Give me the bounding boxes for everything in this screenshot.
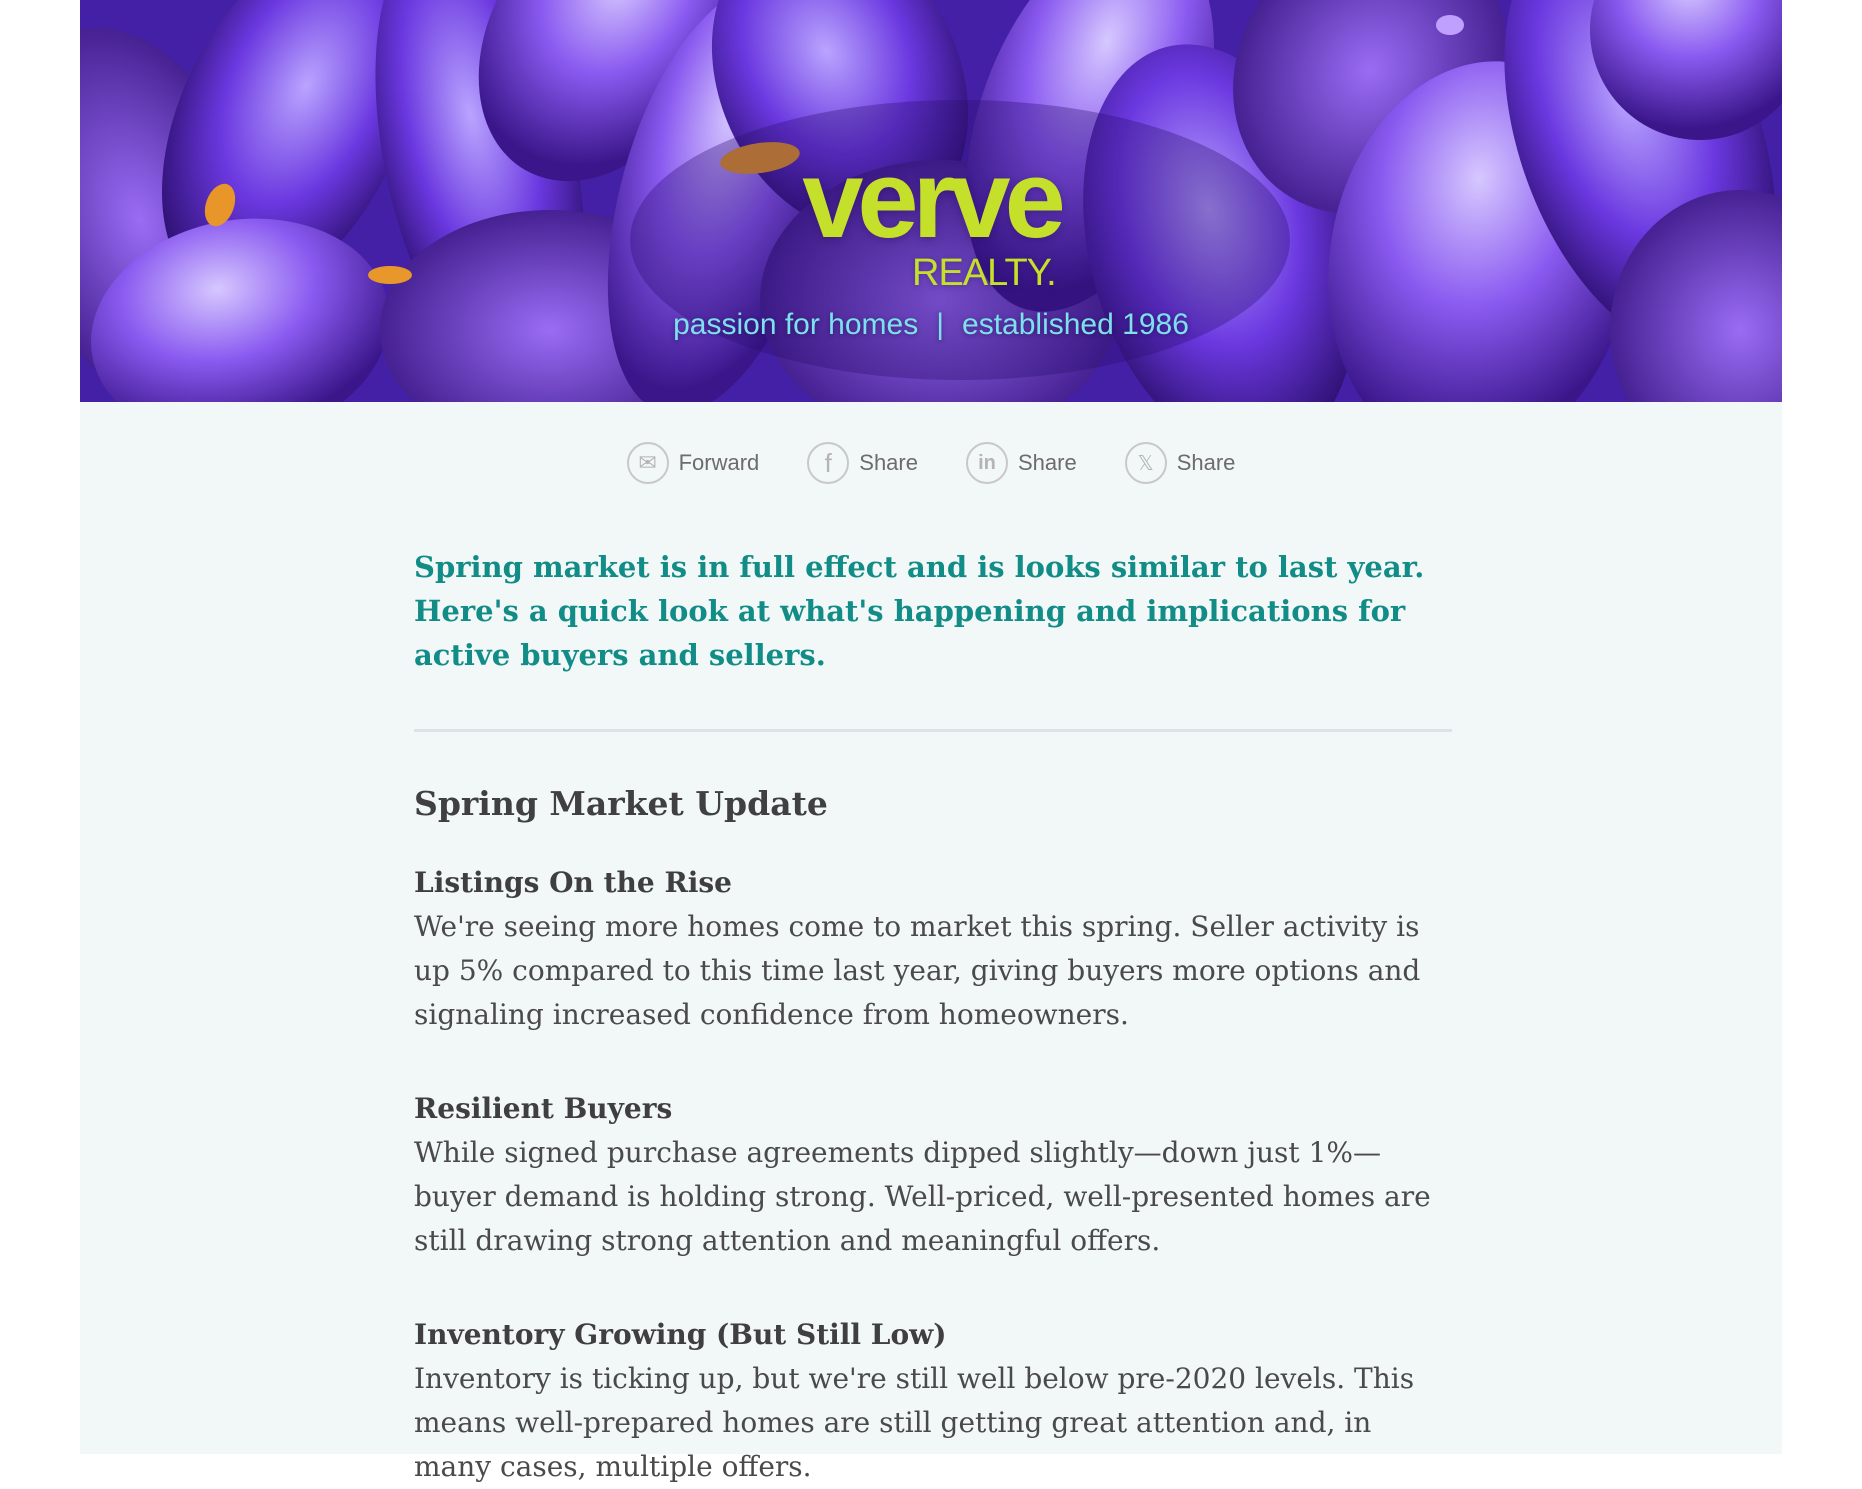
inventory-title: Inventory Growing (But Still Low)	[414, 1318, 947, 1351]
envelope-icon: ✉	[627, 442, 669, 484]
forward-label: Forward	[678, 450, 760, 475]
buyers-title: Resilient Buyers	[414, 1092, 673, 1125]
email-body	[80, 0, 1782, 1483]
facebook-share-button[interactable]	[807, 442, 918, 484]
divider	[414, 729, 1452, 732]
share-bar	[80, 442, 1782, 484]
linkedin-icon: in	[966, 442, 1008, 484]
facebook-icon: f	[807, 442, 849, 484]
x-share-button[interactable]	[1125, 442, 1236, 484]
buyers-body: While signed purchase agreements dipped slightly—down just 1%—buyer demand is holding strong. Well-priced, well-presented homes are still drawing strong attention and meaningful offers.	[414, 1136, 1431, 1257]
newsletter-content	[414, 545, 1454, 1489]
section-title: Spring Market Update	[414, 784, 828, 823]
inventory-body: Inventory is ticking up, but we're still well below pre-2020 levels. This means well-prepared homes are still getting great attention and, in many cases, multiple offers.	[414, 1362, 1415, 1483]
hero-banner	[80, 0, 1782, 402]
logo-realty: REALTY.	[912, 252, 1056, 294]
tagline-right: established 1986	[962, 308, 1189, 341]
forward-button[interactable]	[627, 442, 760, 484]
tagline	[80, 308, 1782, 342]
linkedin-share-button[interactable]	[966, 442, 1077, 484]
tagline-left: passion for homes	[673, 308, 919, 341]
x-icon: 𝕏	[1125, 442, 1167, 484]
listings-body: We're seeing more homes come to market this spring. Seller activity is up 5% compared to this time last year, giving buyers more options and signaling increased confidence from homeowners.	[414, 910, 1421, 1031]
logo-wordmark: verve	[802, 138, 1060, 261]
x-share-label: Share	[1176, 450, 1236, 475]
intro-text: Spring market is in full effect and is looks similar to last year. Here's a quick look at what's happening and implications for active buyers and sellers.	[414, 550, 1425, 672]
linkedin-share-label: Share	[1017, 450, 1077, 475]
listings-title: Listings On the Rise	[414, 866, 732, 899]
logo	[80, 138, 1782, 261]
tagline-separator: |	[936, 308, 945, 341]
facebook-share-label: Share	[859, 450, 918, 475]
